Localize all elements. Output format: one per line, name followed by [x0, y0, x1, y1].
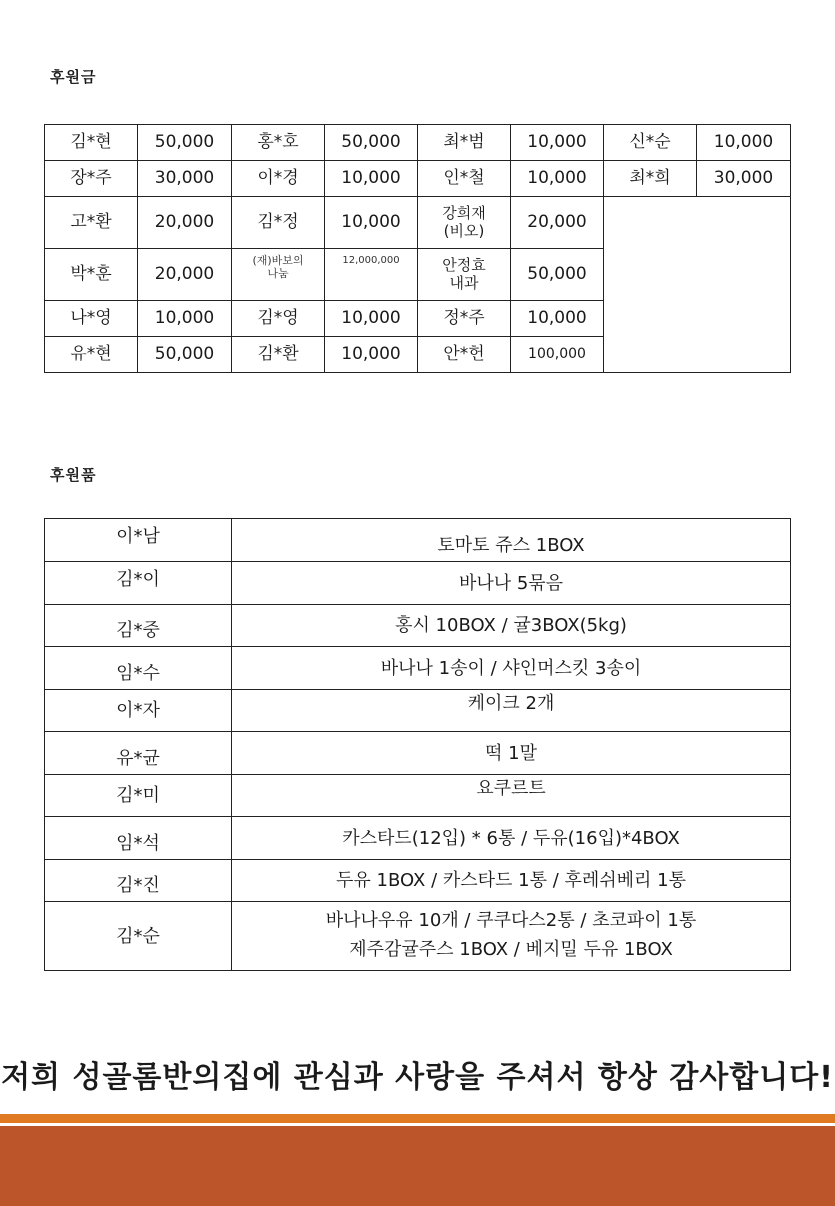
- donor-name: 최*범: [418, 125, 511, 161]
- donation-amount: 10,000: [325, 197, 418, 249]
- donor-name: 안정효 내과: [418, 249, 511, 301]
- goods-item: 떡 1말: [232, 732, 791, 775]
- goods-item: 토마토 쥬스 1BOX: [232, 519, 791, 562]
- donor-name: 안*헌: [418, 337, 511, 373]
- donation-amount: 50,000: [325, 125, 418, 161]
- donation-amount: 10,000: [511, 161, 604, 197]
- donation-amount: 10,000: [511, 301, 604, 337]
- donation-amount: 20,000: [138, 249, 232, 301]
- goods-donor-name: 김*이: [45, 562, 232, 605]
- money-donation-table: [44, 124, 791, 373]
- donation-amount: 100,000: [511, 337, 604, 373]
- footer-accent-line: [0, 1114, 835, 1123]
- goods-donor-name: 김*중: [45, 605, 232, 647]
- donation-amount: 10,000: [697, 125, 791, 161]
- donation-amount: 50,000: [138, 337, 232, 373]
- donor-name: 김*정: [232, 197, 325, 249]
- donor-name: (재)바보의 나눔: [232, 249, 325, 301]
- donation-amount: 20,000: [511, 197, 604, 249]
- donor-name: 유*현: [45, 337, 138, 373]
- empty-cell: [604, 197, 791, 373]
- goods-item: 바나나 1송이 / 샤인머스킷 3송이: [232, 647, 791, 690]
- footer-band: [0, 1126, 835, 1206]
- donor-name: 나*영: [45, 301, 138, 337]
- donation-amount: 20,000: [138, 197, 232, 249]
- donor-name: 김*환: [232, 337, 325, 373]
- goods-heading: 후원품: [50, 466, 97, 484]
- goods-donor-name: 이*자: [45, 690, 232, 732]
- goods-item: 케이크 2개: [232, 690, 791, 732]
- money-heading: 후원금: [50, 68, 97, 86]
- donor-name: 고*환: [45, 197, 138, 249]
- goods-item: 두유 1BOX / 카스타드 1통 / 후레쉬베리 1통: [232, 860, 791, 902]
- goods-donor-name: 이*남: [45, 519, 232, 562]
- goods-item: 요쿠르트: [232, 775, 791, 817]
- donor-name: 신*순: [604, 125, 697, 161]
- goods-item: 바나나우유 10개 / 쿠쿠다스2통 / 초코파이 1통 제주감귤주스 1BOX / 베지밀 두유 1BOX: [232, 902, 791, 971]
- thanks-message: 저희 성골롬반의집에 관심과 사랑을 주셔서 항상 감사합니다!: [1, 1060, 834, 1095]
- donation-amount: 10,000: [325, 301, 418, 337]
- goods-donor-name: 김*미: [45, 775, 232, 817]
- donation-amount: 10,000: [511, 125, 604, 161]
- donor-name: 박*훈: [45, 249, 138, 301]
- donor-name: 이*경: [232, 161, 325, 197]
- donation-amount: 10,000: [138, 301, 232, 337]
- donor-name: 정*주: [418, 301, 511, 337]
- donor-name: 장*주: [45, 161, 138, 197]
- donor-name: 강희재 (비오): [418, 197, 511, 249]
- donation-amount: 30,000: [697, 161, 791, 197]
- goods-donor-name: 임*석: [45, 817, 232, 860]
- donor-name: 김*영: [232, 301, 325, 337]
- goods-donation-table: [44, 518, 791, 971]
- donation-amount: 10,000: [325, 161, 418, 197]
- donation-amount: 12,000,000: [325, 249, 418, 301]
- donor-name: 최*희: [604, 161, 697, 197]
- donor-name: 홍*호: [232, 125, 325, 161]
- donation-amount: 50,000: [138, 125, 232, 161]
- goods-donor-name: 김*순: [45, 902, 232, 971]
- donation-amount: 30,000: [138, 161, 232, 197]
- goods-donor-name: 임*수: [45, 647, 232, 690]
- donation-amount: 50,000: [511, 249, 604, 301]
- goods-item: 카스타드(12입) * 6통 / 두유(16입)*4BOX: [232, 817, 791, 860]
- goods-item: 홍시 10BOX / 귤3BOX(5kg): [232, 605, 791, 647]
- goods-donor-name: 유*균: [45, 732, 232, 775]
- goods-donor-name: 김*진: [45, 860, 232, 902]
- donation-amount: 10,000: [325, 337, 418, 373]
- goods-item: 바나나 5묶음: [232, 562, 791, 605]
- donor-name: 김*현: [45, 125, 138, 161]
- donor-name: 인*철: [418, 161, 511, 197]
